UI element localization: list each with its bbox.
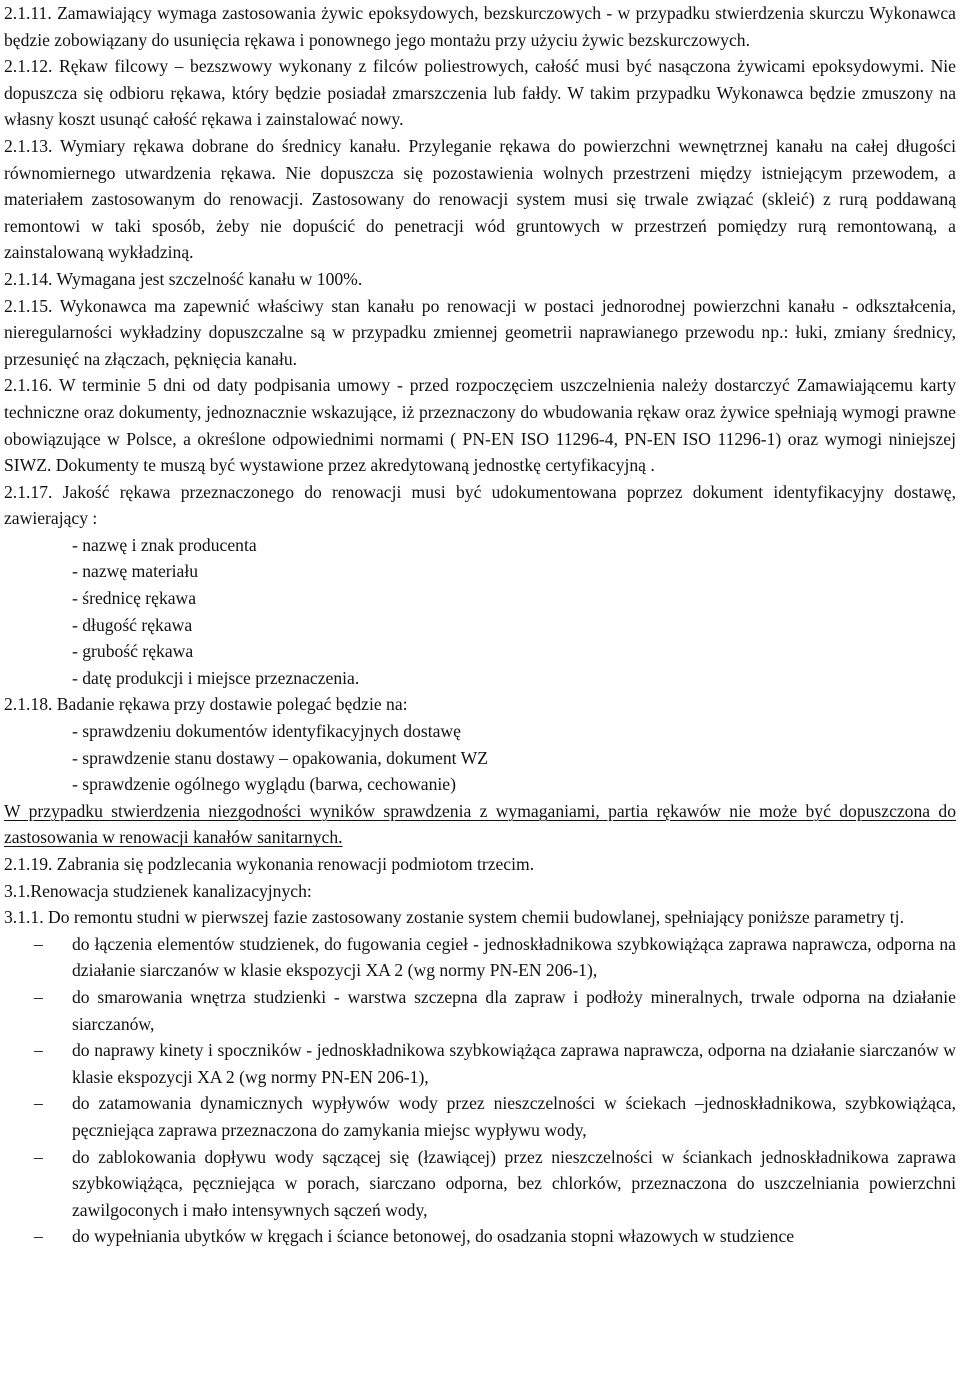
paragraph-2-1-19	[4, 851, 956, 878]
paragraph-text: W terminie 5 dni od daty podpisania umowy - przed rozpoczęciem uszczelnienia należy dostarczyć Zamawiającemu karty techniczne oraz dokumenty, jednoznacznie wskazujące, iż przeznaczony do wbudowania rękaw oraz żywice spełniają wymogi prawne obowiązujące w Polsce, a określone odpowiednimi normami ( PN-EN ISO 11296-4, PN-EN ISO 11296-1) oraz wymogi niniejszej SIWZ. Dokumenty te muszą być wystawione przez akredytowaną jednostkę certyfikacyjną .	[4, 375, 956, 476]
paragraph-2-1-15	[4, 293, 956, 373]
list-item: - datę produkcji i miejsce przeznaczenia.	[72, 667, 360, 688]
paragraph-2-1-18	[4, 691, 956, 718]
paragraph-text: Do remontu studni w pierwszej fazie zastosowany zostanie system chemii budowlanej, spełniający poniższe parametry tj.	[48, 907, 904, 928]
section-title: Renowacja studzienek kanalizacyjnych:	[30, 880, 312, 901]
paragraph-3-1-1	[4, 904, 956, 931]
paragraph-text: Badanie rękawa przy dostawie polegać będzie na:	[56, 694, 408, 715]
section-number: 2.1.16.	[4, 375, 53, 396]
paragraph-2-1-12	[4, 53, 956, 133]
list-item: - sprawdzenie stanu dostawy – opakowania, dokument WZ	[72, 747, 488, 768]
list-item: - średnicę rękawa	[72, 588, 197, 609]
dash-item-text: do zatamowania dynamicznych wypływów wody przez nieszczelności w ściekach –jednoskładnikowa, szybkowiążąca, pęczniejąca zaprawa przeznaczona do zamykania miejsc wypływu wody,	[72, 1093, 956, 1140]
paragraph-text: Rękaw filcowy – bezszwowy wykonany z filców poliestrowych, całość musi być nasączona żywicami epoksydowymi. Nie dopuszcza się odbioru rękawa, który będzie posiadał zmarszczenia lub fałdy. W takim przypadku Wykonawca będzie zmuszony na własny koszt usunąć całość rękawa i zainstalować nowy.	[4, 56, 956, 130]
dash-list-item	[4, 1090, 956, 1143]
section-number: 3.1.	[4, 880, 31, 901]
section-number: 2.1.12.	[4, 56, 53, 77]
list-item: - nazwę materiału	[72, 561, 199, 582]
section-number: 2.1.11.	[4, 3, 52, 23]
dash-bullet: –	[34, 1226, 43, 1247]
section-number: 3.1.1.	[4, 907, 44, 928]
paragraph-2-1-14	[4, 266, 956, 293]
paragraph-2-1-17	[4, 479, 956, 532]
paragraph-2-1-16	[4, 372, 956, 478]
paragraph-text: Zabrania się podzlecania wykonania renowacji podmiotom trzecim.	[56, 854, 535, 874]
paragraph-2-1-11	[4, 0, 956, 53]
dash-list-item	[4, 1223, 956, 1250]
paragraph-text: Zamawiający wymaga zastosowania żywic epoksydowych, bezskurczowych - w przypadku stwierdzenia skurczu Wykonawca będzie zobowiązany do usunięcia rękawa i ponownego jego montażu przy użyciu żywic bezskurczowych.	[4, 3, 956, 50]
section-number: 2.1.14.	[4, 268, 53, 289]
dash-bullet: –	[34, 986, 43, 1007]
section-number: 2.1.18.	[4, 694, 53, 715]
section-number: 2.1.19.	[4, 854, 53, 874]
list-item: - nazwę i znak producenta	[72, 534, 257, 555]
section-number: 2.1.13.	[4, 135, 53, 156]
dash-bullet: –	[34, 933, 43, 954]
list-item: - długość rękawa	[72, 614, 193, 635]
dash-list-item	[4, 984, 956, 1037]
dash-list-item	[4, 931, 956, 984]
section-number: 2.1.17.	[4, 481, 53, 502]
dash-item-text: do zablokowania dopływu wody sączącej się (łzawiącej) przez nieszczelności w ściankach jednoskładnikowa zaprawa szybkowiążąca, pęczniejąca w porach, siarczano odporna, bez chlorków, przeznaczona do uszczelniania powierzchni zawilgoconych i mało intensywnych sączeń wody,	[72, 1146, 956, 1220]
dash-item-text: do smarowania wnętrza studzienki - warstwa szczepna dla zapraw i podłoży mineralnych, trwale odporna na działanie siarczanów,	[72, 986, 956, 1034]
dash-item-text: do łączenia elementów studzienek, do fugowania cegieł - jednoskładnikowa szybkowiążąca zaprawa naprawcza, odporna na działanie siarczanów w klasie ekspozycji XA 2 (wg normy PN-EN 206-1),	[72, 933, 956, 981]
dash-item-text: do naprawy kinety i spoczników - jednoskładnikowa szybkowiążąca zaprawa naprawcza, odporna na działanie siarczanów w klasie ekspozycji XA 2 (wg normy PN-EN 206-1),	[72, 1040, 956, 1087]
list-item: - sprawdzenie ogólnego wyglądu (barwa, cechowanie)	[72, 774, 456, 795]
dash-list-item	[4, 1037, 956, 1090]
dash-bullet: –	[34, 1146, 43, 1167]
list-item: - grubość rękawa	[72, 641, 194, 662]
section-number: 2.1.15.	[4, 295, 53, 316]
paragraph-text: Wykonawca ma zapewnić właściwy stan kanału po renowacji w postaci jednorodnej powierzchni kanału - odkształcenia, nieregularności wykładziny dopuszczalne są w przypadku zmiennej geometrii naprawianego przewodu np.: łuki, zmiany średnicy, przesunięć na złączach, pęknięcia kanału.	[4, 295, 956, 369]
paragraph-2-1-13	[4, 133, 956, 266]
materials-dash-list	[4, 931, 956, 1250]
paragraph-text: Wymiary rękawa dobrane do średnicy kanału. Przyleganie rękawa do powierzchni wewnętrznej kanału na całej długości równomiernego utwardzenia rękawa. Nie dopuszcza się pozostawienia wolnych przestrzeni między istniejącym przewodem, a materiałem zastosowanym do renowacji. Zastosowany do renowacji system musi się trwale związać (skleić) z rurą poddawaną remontowi w taki sposób, żeby nie dopuścić do penetracji wód gruntowych w przestrzeń pomiędzy rurą remontowaną, a zainstalowaną wykładziną.	[4, 135, 956, 263]
inspection-list	[4, 718, 956, 798]
underlined-note: W przypadku stwierdzenia niezgodności wyników sprawdzenia z wymaganiami, partia rękawów nie może być dopuszczona do zastosowania w renowacji kanałów sanitarnych.	[4, 800, 956, 848]
list-item: - sprawdzeniu dokumentów identyfikacyjnych dostawę	[72, 721, 461, 742]
paragraph-text: Wymagana jest szczelność kanału w 100%.	[56, 268, 363, 289]
dash-bullet: –	[34, 1040, 43, 1061]
dash-bullet: –	[34, 1093, 43, 1114]
dash-list-item	[4, 1144, 956, 1224]
section-heading-3-1	[4, 878, 956, 905]
dash-item-text: do wypełniania ubytków w kręgach i ściance betonowej, do osadzania stopni włazowych w studzience	[72, 1226, 795, 1247]
identification-list	[4, 532, 956, 692]
paragraph-text: Jakość rękawa przeznaczonego do renowacji musi być udokumentowana poprzez dokument identyfikacyjny dostawę, zawierający :	[4, 481, 956, 529]
